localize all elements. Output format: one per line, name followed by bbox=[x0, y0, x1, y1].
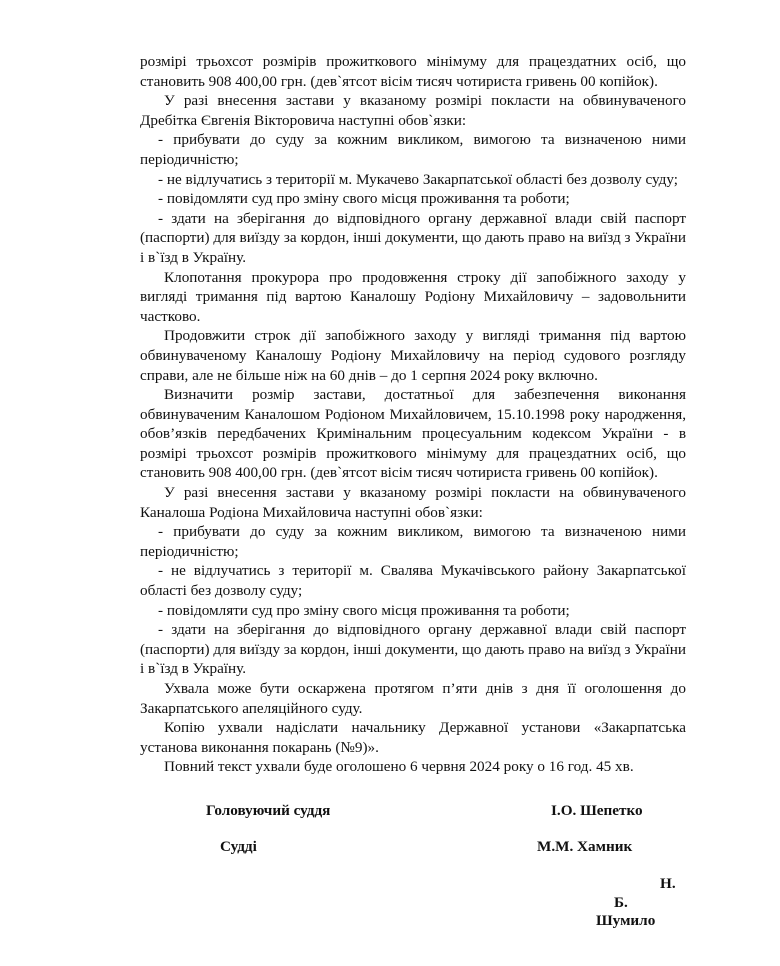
obligation-item: - прибувати до суду за кожним викликом, вимогою та визначеною ними періодичністю; bbox=[140, 131, 686, 168]
obligation-item: - не відлучатись з території м. Свалява Мукачівського району Закарпатської області без дозволу суду; bbox=[140, 562, 686, 600]
paragraph: У разі внесення застави у вказаному розмірі покласти на обвинуваченого Каналоша Родіона Михайловича наступні обов`язки: bbox=[140, 484, 686, 521]
judge-2-surname: Шумило bbox=[596, 912, 656, 929]
paragraph: Копію ухвали надіслати начальнику Державної установи «Закарпатська установа виконання покарань (№9)». bbox=[140, 719, 686, 756]
presiding-judge-name: І.О. Шепетко bbox=[551, 802, 643, 819]
paragraph: розмірі трьохсот розмірів прожиткового мінімуму для працездатних осіб, що становить 908 400,00 грн. (дев`ятсот вісім тисяч чотириста гривень 00 копійок). bbox=[140, 53, 686, 90]
obligation-item: - повідомляти суд про зміну свого місця проживання та роботи; bbox=[158, 190, 570, 208]
paragraph: Ухвала може бути оскаржена протягом п’яти днів з дня її оголошення до Закарпатського апеляційного суду. bbox=[140, 680, 686, 717]
judge-2-initial-second: Б. bbox=[614, 894, 628, 911]
judge-2-initial-first: Н. bbox=[660, 875, 676, 892]
judge-1-name: М.М. Хамник bbox=[537, 838, 633, 855]
presiding-judge-label: Головуючий суддя bbox=[206, 802, 331, 819]
obligation-item: - прибувати до суду за кожним викликом, вимогою та визначеною ними періодичністю; bbox=[140, 523, 686, 560]
obligation-item: - здати на зберігання до відповідного органу державної влади свій паспорт (паспорти) для виїзду за кордон, інші документи, що дають право на виїзд з України і в`їзд в Україну. bbox=[140, 621, 686, 678]
ruling-text bbox=[140, 52, 686, 777]
obligation-item: - здати на зберігання до відповідного органу державної влади свій паспорт (паспорти) для виїзду за кордон, інші документи, що дають право на виїзд з України і в`їзд в Україну. bbox=[140, 209, 686, 266]
obligation-item: - повідомляти суд про зміну свого місця проживання та роботи; bbox=[158, 601, 570, 619]
paragraph: У разі внесення застави у вказаному розмірі покласти на обвинуваченого Дребітка Євгенія Вікторовича наступні обов`язки: bbox=[140, 92, 686, 129]
paragraph: Продовжити строк дії запобіжного заходу у вигляді тримання під вартою обвинуваченому Каналошу Родіону Михайловичу на період судового розгляду справи, але не більше ніж на 60 днів – до 1 серпня 2024 року включно. bbox=[140, 327, 686, 384]
paragraph: Повний текст ухвали буде оголошено 6 червня 2024 року о 16 год. 45 хв. bbox=[164, 758, 634, 776]
paragraph: Клопотання прокурора про продовження строку дії запобіжного заходу у вигляді тримання під вартою Каналошу Родіону Михайловичу – задовольнити частково. bbox=[140, 268, 686, 325]
paragraph: Визначити розмір застави, достатньої для забезпечення виконання обвинуваченим Каналошом Родіоном Михайловичем, 15.10.1998 року народження, обов’язків передбачених Кримінальним процесуальним кодексом України - в розмірі трьохсот розмірів прожиткового мінімуму для працездатних осіб, що становить 908 400,00 грн. (дев`ятсот вісім тисяч чотириста гривень 00 копійок). bbox=[140, 386, 686, 482]
obligation-item: - не відлучатись з території м. Мукачево Закарпатської області без дозволу суду; bbox=[158, 170, 679, 188]
judges-label: Судді bbox=[220, 838, 257, 855]
